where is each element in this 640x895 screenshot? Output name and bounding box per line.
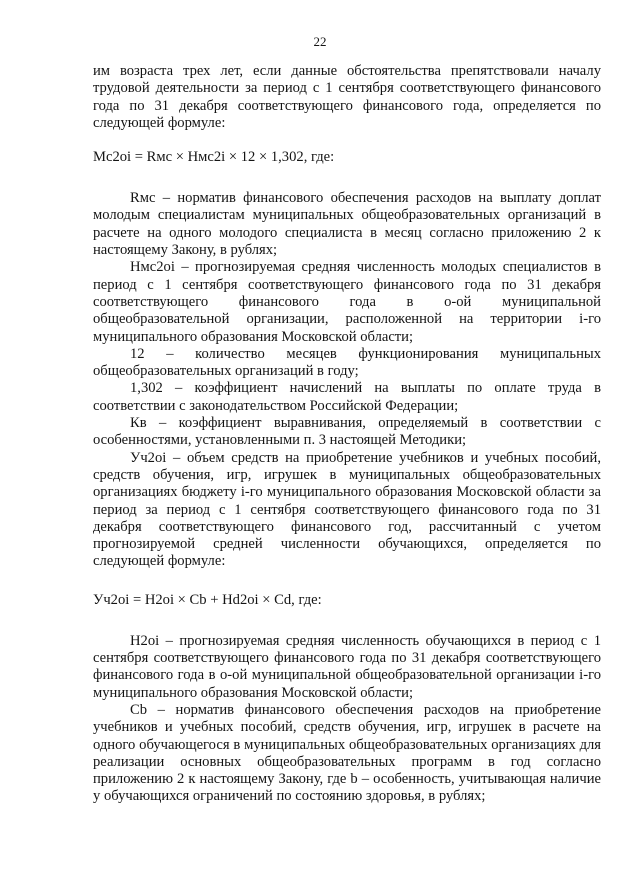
formula-uch2-text: Уч2oi = Н2oi × Cb + Нd2oi × Cd, где: xyxy=(93,591,322,608)
page-number: 22 xyxy=(313,34,327,49)
paragraph-coefficient-1302: 1,302 – коэффициент начислений на выплаты по оплате труда в соответствии с законодательством Российской Федерации; xyxy=(93,380,601,414)
formula-mc2-text: Мс2oi = Rмс × Нмс2i × 12 × 1,302, где: xyxy=(93,149,335,166)
formula-uch2 xyxy=(93,591,601,609)
formula-mc2 xyxy=(93,148,601,166)
paragraph-cb-definition: Cb – норматив финансового обеспечения расходов на приобретение учебников и учебных пособий, средств обучения, игр, игрушек в расчете на одного обучающегося в муниципальных общеобразовательных организациях для реализации основных общеобразовательных программ в год согласно приложению 2 к настоящему Закону, где b – особенность, учитывающая наличие у обучающихся ограничений по состоянию здоровья, в рублях; xyxy=(93,701,601,805)
paragraph-months-definition: 12 – количество месяцев функционирования муниципальных общеобразовательных организаций в году; xyxy=(93,345,601,380)
paragraph-intro: им возраста трех лет, если данные обстоятельства препятствовали началу трудовой деятельности за период с 1 сентября соответствующего финансового года по 31 декабря соответствующего финансового года, определяется по следующей формуле: xyxy=(93,63,601,131)
paragraph-uch2-definition: Уч2oi – объем средств на приобретение учебников и учебных пособий, средств обучения, игр, игрушек в муниципальных общеобразовательных организациях бюджету i-го муниципального образования Московской области за период за период с 1 сентября соответствующего финансового года по 31 декабря соответствующего финансового год, рассчитанный с учетом прогнозируемой средней численности обучающихся, определяется по следующей формуле: xyxy=(93,449,601,570)
paragraph-kv-definition: Кв – коэффициент выравнивания, определяемый в соответствии с особенностями, установленными п. 3 настоящей Методики; xyxy=(93,415,601,449)
paragraph-n2-definition: Н2oi – прогнозируемая средняя численность обучающихся в период с 1 сентября соответствующего финансового года по 31 декабря соответствующего финансового года в о-ой муниципальной общеобразовательной организации i-го муниципального образования Московской области; xyxy=(93,632,601,701)
paragraph-nmc2-definition: Нмс2oi – прогнозируемая средняя численность молодых специалистов в период с 1 сентября соответствующего финансового года по 31 декабря соответствующего финансового года в о-ой муниципальной общеобразовательной организации, расположенной на территории i-го муниципального образования Московской области; xyxy=(93,259,601,345)
paragraph-rmc-definition: Rмс – норматив финансового обеспечения расходов на выплату доплат молодым специалистам муниципальных общеобразовательных организаций в расчете на одного молодого специалиста в месяц согласно приложению 2 к настоящему Закону, в рублях; xyxy=(93,190,601,259)
document-body xyxy=(93,63,601,806)
